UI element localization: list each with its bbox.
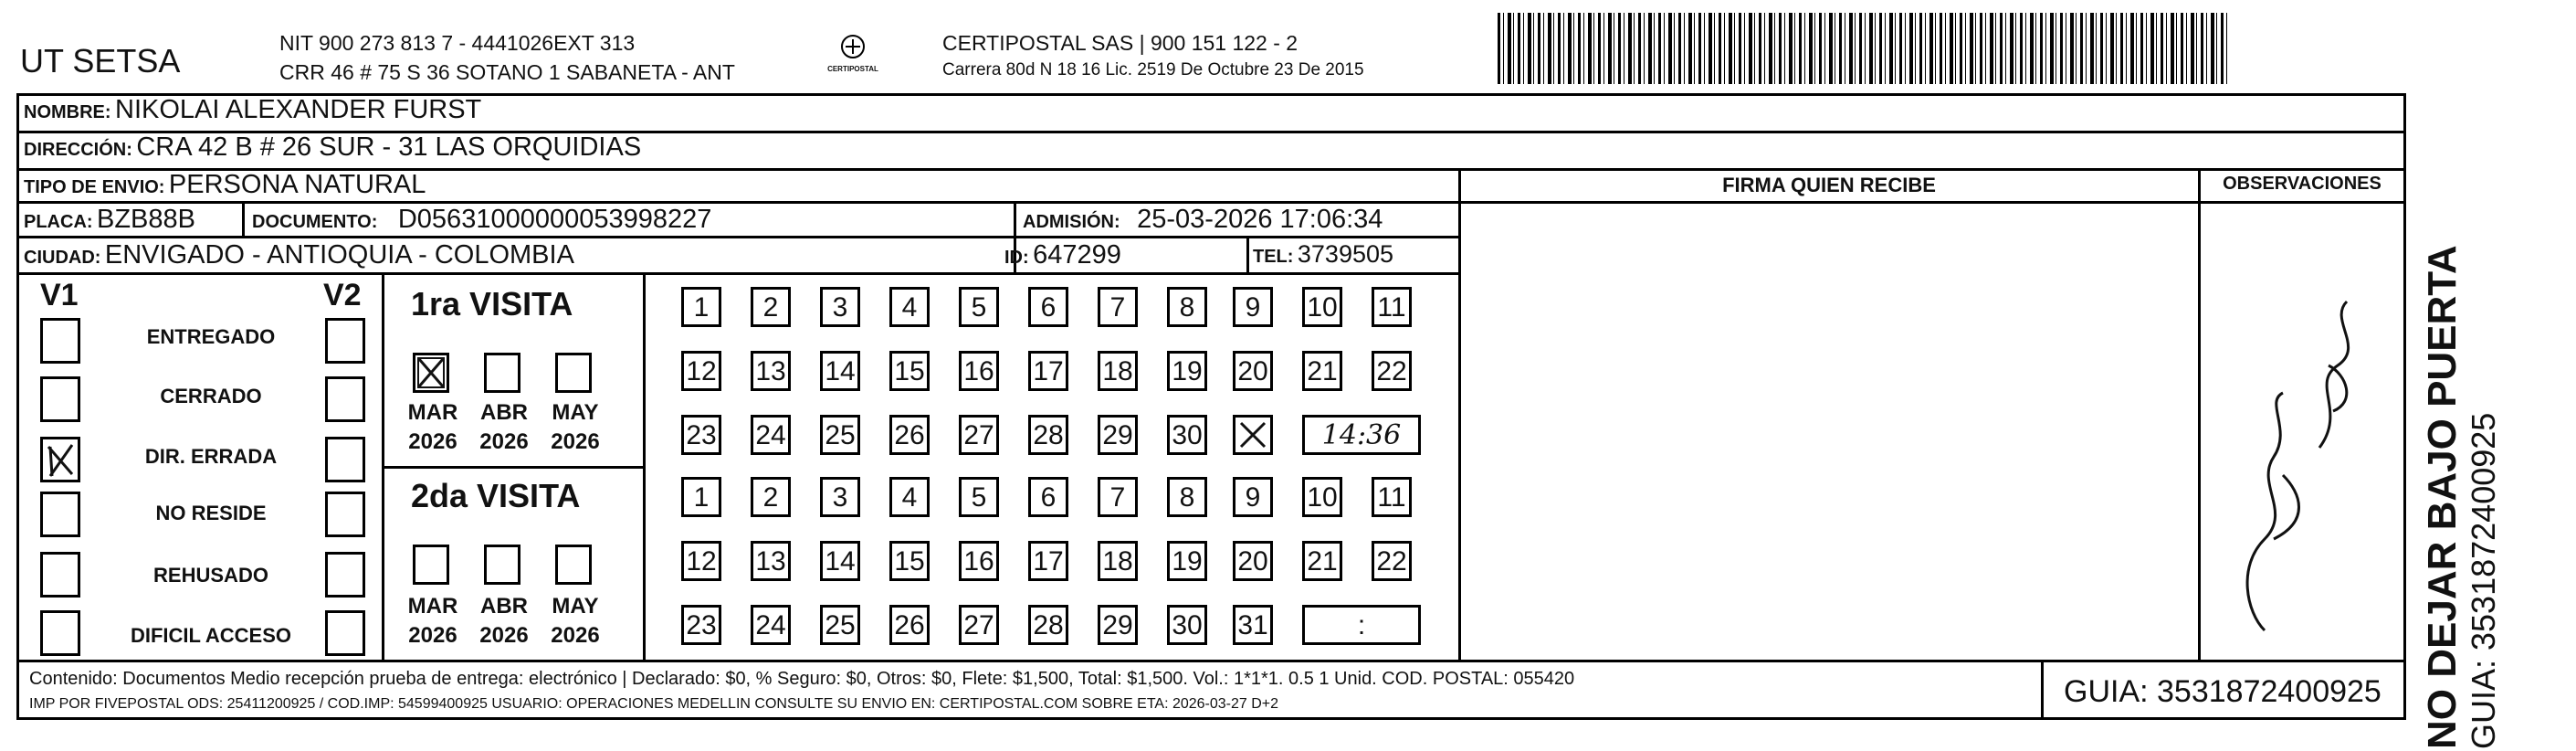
day-box-25[interactable]: 25 [820, 605, 860, 645]
status-dir-errada: DIR. ERRADA [144, 445, 278, 468]
day-box-21[interactable]: 21 [1302, 541, 1342, 581]
direccion-value: CRA 42 B # 26 SUR - 31 LAS ORQUIDIAS [136, 132, 642, 162]
v2-checkbox-dificil-acceso[interactable] [325, 610, 365, 656]
visit2-month-abr: ABR [480, 594, 528, 619]
day-box-25[interactable]: 25 [820, 415, 860, 455]
day-box-4[interactable]: 4 [889, 287, 930, 327]
day-box-14[interactable]: 14 [820, 541, 860, 581]
tel-value: 3739505 [1297, 240, 1394, 268]
day-box-10[interactable]: 10 [1302, 287, 1342, 327]
id-row [1004, 240, 1121, 270]
visit1-year-abr: 2026 [479, 429, 529, 454]
day-box-16[interactable]: 16 [959, 541, 999, 581]
v2-checkbox-dir-errada[interactable] [325, 437, 365, 482]
direccion-label: DIRECCIÓN: [24, 140, 132, 160]
check-mark-icon [415, 355, 447, 390]
visit2-year-mar: 2026 [408, 623, 457, 648]
day-box-17[interactable]: 17 [1028, 541, 1068, 581]
v2-label: V2 [323, 278, 362, 312]
day-box-3[interactable]: 3 [820, 477, 860, 517]
day-box-28[interactable]: 28 [1028, 415, 1068, 455]
day-box-15[interactable]: 15 [889, 541, 930, 581]
day-box-24[interactable]: 24 [751, 415, 791, 455]
visit2-time-field[interactable]: : [1302, 605, 1421, 645]
v1-checkbox-dificil-acceso[interactable] [40, 610, 80, 656]
footer-imp: IMP POR FIVEPOSTAL ODS: 25411200925 / COD.IMP: 54599400925 USUARIO: OPERACIONES MEDELLIN CONSULTE SU ENVIO EN: CERTIPOSTAL.COM SOBRE ETA: 2026-03-27 D+2 [29, 696, 1279, 712]
admision-value: 25-03-2026 17:06:34 [1137, 205, 1383, 234]
day-box-13[interactable]: 13 [751, 541, 791, 581]
day-box-23[interactable]: 23 [681, 605, 721, 645]
admision-label: ADMISIÓN: [1023, 212, 1120, 232]
day-box-1[interactable]: 1 [681, 477, 721, 517]
firma-header: FIRMA QUIEN RECIBE [1722, 174, 1936, 196]
placa-row [24, 205, 195, 235]
tel-label: TEL: [1253, 247, 1294, 267]
day-box-6[interactable]: 6 [1028, 287, 1068, 327]
id-label: ID: [1004, 248, 1029, 268]
status-entregado: ENTREGADO [146, 325, 276, 348]
visit1-month-mar-checkbox[interactable] [413, 353, 449, 393]
day-box-24[interactable]: 24 [751, 605, 791, 645]
visit2-year-abr: 2026 [479, 623, 529, 648]
cross-mark-icon [1235, 418, 1270, 452]
documento-label: DOCUMENTO: [252, 212, 378, 232]
day-box-7[interactable]: 7 [1098, 287, 1138, 327]
day-box-5[interactable]: 5 [959, 477, 999, 517]
side-text [2420, 110, 2502, 749]
direccion-row [24, 132, 641, 163]
certipostal-line1: CERTIPOSTAL SAS | 900 151 122 - 2 [942, 31, 1299, 55]
day-box-21[interactable]: 21 [1302, 351, 1342, 391]
visit1-month-mar: MAR [407, 400, 458, 425]
day-box-31[interactable]: 31 [1233, 605, 1273, 645]
day-box-23[interactable]: 23 [681, 415, 721, 455]
ciudad-value: ENVIGADO - ANTIOQUIA - COLOMBIA [104, 240, 574, 270]
day-box-7[interactable]: 7 [1098, 477, 1138, 517]
day-box-18[interactable]: 18 [1098, 351, 1138, 391]
company-nit: NIT 900 273 813 7 - 4441026EXT 313 [279, 31, 636, 55]
company-name: UT SETSA [20, 42, 181, 79]
day-box-9[interactable]: 9 [1233, 477, 1273, 517]
visit1-month-abr-checkbox[interactable] [484, 353, 520, 393]
day-box-19[interactable]: 19 [1167, 351, 1207, 391]
documento-row [252, 205, 711, 235]
day-box-3[interactable]: 3 [820, 287, 860, 327]
day-box-18[interactable]: 18 [1098, 541, 1138, 581]
day-box-2[interactable]: 2 [751, 477, 791, 517]
nombre-label: NOMBRE: [24, 102, 111, 122]
v1-checkbox-entregado[interactable] [40, 318, 80, 364]
day-box-5[interactable]: 5 [959, 287, 999, 327]
day-box-26[interactable]: 26 [889, 605, 930, 645]
tipo-row [24, 170, 426, 200]
tel-row [1253, 240, 1393, 269]
logo-text: CERTIPOSTAL [827, 65, 878, 73]
visit2-year-may: 2026 [551, 623, 600, 648]
nombre-row [24, 95, 481, 125]
visit2-month-mar: MAR [407, 594, 458, 619]
visit1-month-abr: ABR [480, 400, 528, 425]
day-box-4[interactable]: 4 [889, 477, 930, 517]
visit1-month-may: MAY [552, 400, 599, 425]
day-box-29[interactable]: 29 [1098, 415, 1138, 455]
visit2-month-abr-checkbox[interactable] [484, 545, 520, 585]
visit1-month-may-checkbox[interactable] [555, 353, 592, 393]
v1-label: V1 [40, 278, 79, 312]
day-box-11[interactable]: 11 [1372, 287, 1412, 327]
visit1-year-mar: 2026 [408, 429, 457, 454]
certipostal-line2: Carrera 80d N 18 16 Lic. 2519 De Octubre 23 De 2015 [942, 60, 1364, 79]
day-box-19[interactable]: 19 [1167, 541, 1207, 581]
admision-row [1023, 205, 1383, 235]
day-box-28[interactable]: 28 [1028, 605, 1068, 645]
placa-value: BZB88B [97, 205, 195, 234]
v1-checkbox-no-reside[interactable] [40, 492, 80, 537]
day-box-20[interactable]: 20 [1233, 351, 1273, 391]
placa-label: PLACA: [24, 212, 93, 232]
visit1-time-field[interactable]: 14:36 [1302, 415, 1421, 455]
v2-checkbox-cerrado[interactable] [325, 376, 365, 422]
day-box-9[interactable]: 9 [1233, 287, 1273, 327]
visit2-month-mar-checkbox[interactable] [413, 545, 449, 585]
day-box-1[interactable]: 1 [681, 287, 721, 327]
day-box-27[interactable]: 27 [959, 415, 999, 455]
day-box-27[interactable]: 27 [959, 605, 999, 645]
status-no-reside: NO RESIDE [155, 502, 267, 524]
v1-checkbox-rehusado[interactable] [40, 552, 80, 598]
check-mark-icon [43, 439, 78, 480]
ciudad-row [24, 240, 574, 270]
footer-contenido: Contenido: Documentos Medio recepción prueba de entrega: electrónico | Declarado: $0, % Seguro: $0, Otros: $0, Flete: $1,500, Total: $1,500. Vol.: 1*1*1. 0.5 1 Unid. COD. POSTAL: 055420 [29, 669, 1575, 689]
day-box-11[interactable]: 11 [1372, 477, 1412, 517]
day-box-10[interactable]: 10 [1302, 477, 1342, 517]
day-box-22[interactable]: 22 [1372, 351, 1412, 391]
tipo-label: TIPO DE ENVIO: [24, 177, 165, 197]
day-box-29[interactable]: 29 [1098, 605, 1138, 645]
handwritten-signature [2210, 265, 2392, 649]
visit1-title: 1ra VISITA [411, 285, 573, 323]
day-box-8[interactable]: 8 [1167, 477, 1207, 517]
ciudad-label: CIUDAD: [24, 248, 101, 268]
status-cerrado: CERRADO [160, 385, 262, 407]
day-box-20[interactable]: 20 [1233, 541, 1273, 581]
side-guia: GUIA: 3531872400925 [2465, 412, 2502, 749]
status-rehusado: REHUSADO [153, 564, 268, 587]
v1-checkbox-cerrado[interactable] [40, 376, 80, 422]
day-box-12[interactable]: 12 [681, 541, 721, 581]
status-dificil-acceso: DIFICIL ACCESO [130, 624, 291, 647]
visit2-month-may: MAY [552, 594, 599, 619]
tipo-value: PERSONA NATURAL [168, 170, 426, 199]
visit2-title: 2da VISITA [411, 477, 581, 514]
certipostal-logo [820, 33, 886, 82]
v2-checkbox-no-reside[interactable] [325, 492, 365, 537]
v1-checkbox-dir-errada[interactable] [40, 437, 80, 482]
envelope-logo-icon [835, 33, 871, 60]
v2-checkbox-rehusado[interactable] [325, 552, 365, 598]
day-box-26[interactable]: 26 [889, 415, 930, 455]
id-value: 647299 [1033, 240, 1121, 270]
nombre-value: NIKOLAI ALEXANDER FURST [115, 95, 482, 124]
company-address: CRR 46 # 75 S 36 SOTANO 1 SABANETA - ANT [279, 60, 735, 84]
observaciones-header: OBSERVACIONES [2223, 174, 2381, 194]
barcode [1498, 13, 2228, 84]
v2-checkbox-entregado[interactable] [325, 318, 365, 364]
day-box-15[interactable]: 15 [889, 351, 930, 391]
footer-guia: GUIA: 3531872400925 [2064, 674, 2381, 709]
visit1-year-may: 2026 [551, 429, 600, 454]
signature-area[interactable] [2210, 265, 2392, 649]
day-box-16[interactable]: 16 [959, 351, 999, 391]
visit2-month-may-checkbox[interactable] [555, 545, 592, 585]
day-box-8[interactable]: 8 [1167, 287, 1207, 327]
day-box-30[interactable]: 30 [1167, 415, 1207, 455]
documento-value: D056310000000539982​27 [397, 205, 712, 234]
day-box-17[interactable]: 17 [1028, 351, 1068, 391]
day-box-6[interactable]: 6 [1028, 477, 1068, 517]
day-box-22[interactable]: 22 [1372, 541, 1412, 581]
side-warning: NO DEJAR BAJO PUERTA [2420, 245, 2465, 749]
day-box-30[interactable]: 30 [1167, 605, 1207, 645]
day-box-2[interactable]: 2 [751, 287, 791, 327]
day-box-12[interactable]: 12 [681, 351, 721, 391]
day-box-13[interactable]: 13 [751, 351, 791, 391]
visit1-day-31-marked[interactable] [1233, 415, 1273, 455]
day-box-14[interactable]: 14 [820, 351, 860, 391]
